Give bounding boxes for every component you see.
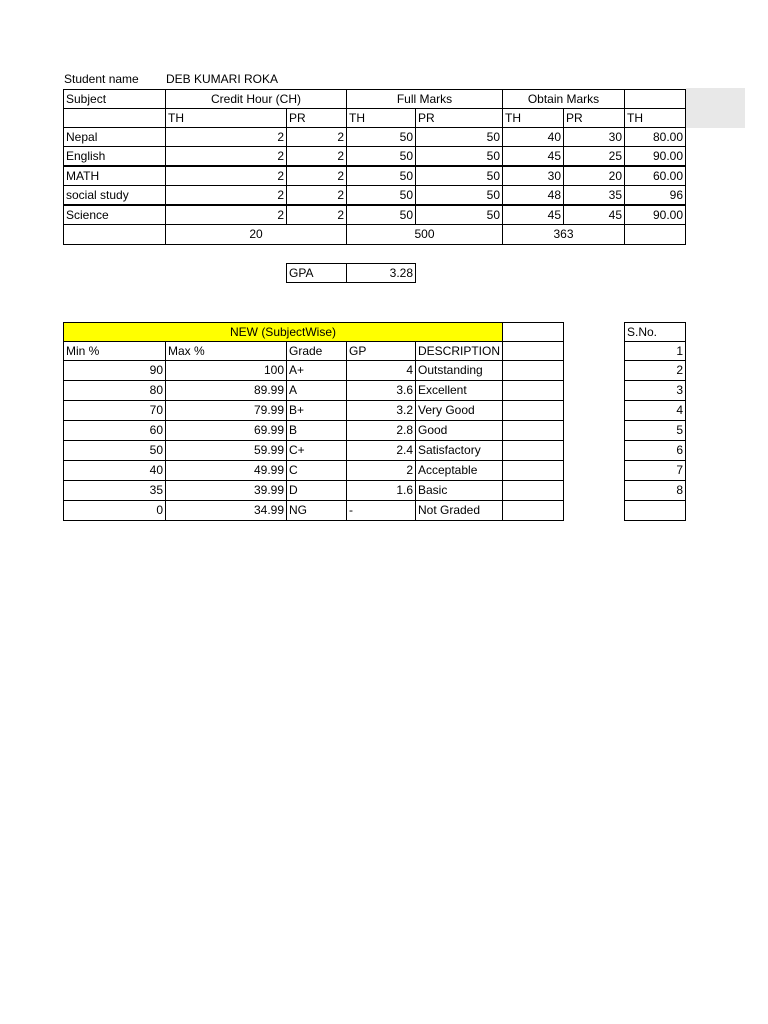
total-credit-hour: 20	[165, 224, 347, 245]
header-obtain-marks: Obtain Marks	[502, 89, 625, 109]
gpa-value: 3.28	[346, 263, 416, 283]
header-blank	[624, 89, 686, 109]
min-cell: 50	[63, 440, 166, 461]
blank-cell	[502, 460, 564, 481]
gp-cell: 4	[346, 360, 416, 381]
om-pr-cell: 30	[563, 127, 625, 147]
grade-cell: C	[286, 460, 347, 481]
max-cell: 69.99	[165, 420, 287, 441]
student-name-label: Student name	[64, 72, 139, 86]
fm-pr-cell: 50	[415, 166, 503, 186]
header-credit-hour: Credit Hour (CH)	[165, 89, 347, 109]
header2-fm-th: TH	[346, 108, 416, 128]
sno-cell: 3	[624, 380, 686, 401]
grade-table-title: NEW (SubjectWise)	[63, 322, 503, 342]
grade-cell: D	[286, 480, 347, 501]
ch-th-cell: 2	[165, 146, 287, 166]
gp-cell: 3.2	[346, 400, 416, 421]
fm-pr-cell: 50	[415, 205, 503, 225]
grade-header-blank	[502, 341, 564, 361]
om-pr-cell: 25	[563, 146, 625, 166]
subject-cell: Nepal	[63, 127, 166, 147]
grade-title-blank	[502, 322, 564, 342]
grade-cell: B+	[286, 400, 347, 421]
gp-cell: 2.4	[346, 440, 416, 461]
header-shade	[686, 88, 745, 128]
fm-pr-cell: 50	[415, 146, 503, 166]
sno-header: S.No.	[624, 322, 686, 342]
header-subject: Subject	[63, 89, 166, 109]
om-th-cell: 45	[502, 146, 564, 166]
grade-cell: NG	[286, 500, 347, 521]
gp-cell: -	[346, 500, 416, 521]
gp-cell: 2.8	[346, 420, 416, 441]
description-cell: Not Graded	[415, 500, 503, 521]
description-cell: Basic	[415, 480, 503, 501]
grade-header-grade: Grade	[286, 341, 347, 361]
sno-cell: 2	[624, 360, 686, 381]
sno-cell: 7	[624, 460, 686, 481]
description-cell: Satisfactory	[415, 440, 503, 461]
description-cell: Excellent	[415, 380, 503, 401]
grade-header-min: Min %	[63, 341, 166, 361]
header2-fm-pr: PR	[415, 108, 503, 128]
grade-header-gp: GP	[346, 341, 416, 361]
fm-th-cell: 50	[346, 127, 416, 147]
max-cell: 39.99	[165, 480, 287, 501]
header2-blank	[63, 108, 166, 128]
total-cell: 60.00	[624, 166, 686, 186]
header2-total-th: TH	[624, 108, 686, 128]
ch-pr-cell: 2	[286, 127, 347, 147]
header2-ch-th: TH	[165, 108, 287, 128]
max-cell: 100	[165, 360, 287, 381]
gp-cell: 3.6	[346, 380, 416, 401]
gp-cell: 2	[346, 460, 416, 481]
grade-cell: A+	[286, 360, 347, 381]
grade-header-max: Max %	[165, 341, 287, 361]
fm-th-cell: 50	[346, 166, 416, 186]
om-pr-cell: 35	[563, 185, 625, 205]
header2-ch-pr: PR	[286, 108, 347, 128]
total-cell: 96	[624, 185, 686, 205]
ch-th-cell: 2	[165, 127, 287, 147]
subject-cell: social study	[63, 185, 166, 205]
description-cell: Acceptable	[415, 460, 503, 481]
om-th-cell: 40	[502, 127, 564, 147]
grade-cell: C+	[286, 440, 347, 461]
blank-cell	[502, 440, 564, 461]
min-cell: 80	[63, 380, 166, 401]
ch-pr-cell: 2	[286, 166, 347, 186]
totals-blank	[63, 224, 166, 245]
sno-cell: 1	[624, 341, 686, 361]
total-full-marks: 500	[346, 224, 503, 245]
min-cell: 0	[63, 500, 166, 521]
min-cell: 90	[63, 360, 166, 381]
max-cell: 34.99	[165, 500, 287, 521]
ch-th-cell: 2	[165, 166, 287, 186]
fm-th-cell: 50	[346, 185, 416, 205]
blank-cell	[502, 500, 564, 521]
min-cell: 35	[63, 480, 166, 501]
blank-cell	[502, 480, 564, 501]
max-cell: 79.99	[165, 400, 287, 421]
fm-th-cell: 50	[346, 205, 416, 225]
header2-om-pr: PR	[563, 108, 625, 128]
description-cell: Good	[415, 420, 503, 441]
sno-cell: 6	[624, 440, 686, 461]
om-th-cell: 48	[502, 185, 564, 205]
fm-pr-cell: 50	[415, 127, 503, 147]
blank-cell	[502, 380, 564, 401]
blank-cell	[502, 420, 564, 441]
total-cell: 90.00	[624, 146, 686, 166]
fm-pr-cell: 50	[415, 185, 503, 205]
blank-cell	[502, 360, 564, 381]
student-name-value: DEB KUMARI ROKA	[166, 72, 279, 86]
min-cell: 70	[63, 400, 166, 421]
header-full-marks: Full Marks	[346, 89, 503, 109]
header2-om-th: TH	[502, 108, 564, 128]
total-cell: 90.00	[624, 205, 686, 225]
sno-blank	[624, 500, 686, 521]
om-pr-cell: 45	[563, 205, 625, 225]
max-cell: 49.99	[165, 460, 287, 481]
gpa-label: GPA	[286, 263, 347, 283]
om-pr-cell: 20	[563, 166, 625, 186]
min-cell: 60	[63, 420, 166, 441]
description-cell: Outstanding	[415, 360, 503, 381]
totals-blank-right	[624, 224, 686, 245]
subject-cell: MATH	[63, 166, 166, 186]
om-th-cell: 45	[502, 205, 564, 225]
ch-pr-cell: 2	[286, 146, 347, 166]
ch-pr-cell: 2	[286, 185, 347, 205]
blank-cell	[502, 400, 564, 421]
ch-th-cell: 2	[165, 205, 287, 225]
subject-cell: Science	[63, 205, 166, 225]
total-cell: 80.00	[624, 127, 686, 147]
grade-header-description: DESCRIPTION	[415, 341, 503, 361]
fm-th-cell: 50	[346, 146, 416, 166]
sno-cell: 8	[624, 480, 686, 501]
gp-cell: 1.6	[346, 480, 416, 501]
grade-cell: A	[286, 380, 347, 401]
min-cell: 40	[63, 460, 166, 481]
max-cell: 89.99	[165, 380, 287, 401]
om-th-cell: 30	[502, 166, 564, 186]
max-cell: 59.99	[165, 440, 287, 461]
total-obtain-marks: 363	[502, 224, 625, 245]
ch-pr-cell: 2	[286, 205, 347, 225]
ch-th-cell: 2	[165, 185, 287, 205]
grade-cell: B	[286, 420, 347, 441]
sno-cell: 4	[624, 400, 686, 421]
subject-cell: English	[63, 146, 166, 166]
description-cell: Very Good	[415, 400, 503, 421]
sno-cell: 5	[624, 420, 686, 441]
